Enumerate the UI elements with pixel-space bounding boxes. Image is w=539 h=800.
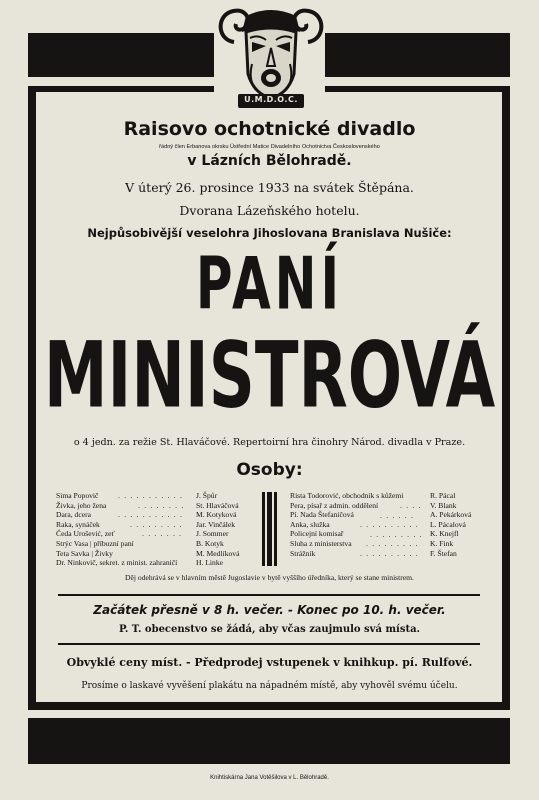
cast-role: Dr. Ninkovič, sekret. z minist. zahraničí: [56, 558, 178, 568]
play-title-line-2: MINISTROVÁ: [43, 324, 496, 430]
cast-role: Teta Savka | Živky: [56, 548, 113, 558]
cast-divider-left: [262, 492, 265, 566]
theatre-name: Raisovo ochotnické divadlo: [123, 118, 416, 140]
top-bar-right: [325, 33, 510, 77]
frame-top-thin-left: [28, 86, 214, 92]
cast-role: Čeda Urošević, zeť: [56, 529, 115, 539]
frame-top-thin-right: [325, 86, 510, 92]
rule-below-time: [58, 643, 480, 645]
cast-role: Živka, jeho žena: [56, 500, 107, 510]
cast-role: Strážník: [290, 548, 316, 558]
cast-actor: Jar. Vinčálek: [196, 519, 236, 529]
printer-line: Knihtiskárna Jana Votěšilova v L. Bělohradě.: [210, 775, 329, 781]
cast-actor: J. Sommer: [196, 529, 229, 539]
cast-divider-center: [267, 492, 272, 566]
cast-role: Dara, dcera: [56, 510, 91, 520]
cast-right-leaders: . . . . . . . . . . . . . . . . . . . . . . . . . . . . . . . . . . . . . . . . . . . . . . . .: [360, 501, 423, 558]
time-line: Začátek přesně v 8 h. večer. - Konec po 10. h. večer.: [93, 603, 446, 617]
cast-role: Sima Popovič: [56, 491, 99, 500]
cast-actor: J. Špůr: [196, 491, 218, 500]
frame-bottom-thin: [28, 702, 510, 710]
cast-actor: St. Hlaváčová: [196, 500, 239, 510]
cast-actor: F. Štefan: [430, 548, 457, 558]
cast-role: Sluha z ministerstva: [290, 538, 352, 548]
date-line: V úterý 26. prosince 1933 na svátek Štěpána.: [125, 180, 414, 195]
bottom-bar: [28, 718, 510, 764]
cast-left-leaders: . . . . . . . . . . . . . . . . . . . . . . . . . . . . . . . . . . . . . . . . . . . . . .: [118, 491, 185, 539]
cast-role: Raka, synáček: [56, 519, 100, 529]
cast-right-actors: [430, 491, 496, 558]
cast-role: Strýc Vasa | příbuzní paní: [56, 538, 134, 548]
cast-actor: M. Medlíková: [196, 548, 240, 558]
logo-monogram: U.M.D.O.C.: [244, 95, 298, 104]
venue-line: Dvorana Lázeňského hotelu.: [179, 203, 360, 218]
cast-actor: K. Knejfl: [430, 529, 459, 539]
cast-heading: Osoby:: [236, 460, 303, 480]
request-line: Prosíme o laskavé vyvěšení plakátu na nápadném místě, aby vyhověl svému účelu.: [81, 681, 458, 691]
cast-actor: H. Linke: [196, 558, 223, 568]
cast-divider-right: [274, 492, 277, 566]
prices-line: Obvyklé ceny míst. - Předprodej vstupenek v knihkup. pí. Rulfové.: [66, 656, 473, 669]
membership-line: řádný člen Erbanova okrsku Ústřední Matice Divadelního Ochotnictva Československého: [159, 144, 380, 150]
top-bar-left: [28, 33, 214, 77]
audience-line: P. T. obecenstvo se žádá, aby včas zaujmulo svá místa.: [118, 624, 421, 635]
cast-role: Rista Todorović, obchodník s kůžemi: [290, 491, 404, 500]
rule-above-time: [58, 594, 480, 596]
directing-line: o 4 jedn. za režie St. Hlaváčové. Repertoirní hra činohry Národ. divadla v Praze.: [73, 437, 466, 448]
cast-actor: V. Blank: [430, 500, 457, 510]
play-subtitle: Nejpůsobivější veselohra Jihoslovana Branislava Nušiče:: [87, 226, 452, 240]
cast-role: Policejní komisař: [290, 529, 344, 539]
cast-role: Anka, služka: [290, 519, 330, 529]
cast-actor: B. Kotyk: [196, 538, 224, 548]
setting-line: Děj odehrává se v hlavním městě Jugoslavie v bytě vyššího úředníka, který se stane ministrem.: [125, 573, 414, 582]
cast-role: Pera, písař z admin. oddělení: [290, 500, 379, 510]
cast-actor: A. Pekárková: [430, 510, 472, 520]
cast-actor: M. Kotyková: [196, 510, 237, 520]
cast-actor: R. Pácal: [430, 491, 456, 500]
cast-role: Pí. Nada Štefaničová: [290, 510, 354, 520]
cast-actor: K. Fink: [430, 538, 454, 548]
play-title-line-1: PANÍ: [195, 242, 344, 327]
town-name: v Lázních Bělohradě.: [187, 153, 352, 169]
cast-actor: L. Pácalová: [430, 519, 466, 529]
cast-left-actors: [196, 491, 262, 568]
